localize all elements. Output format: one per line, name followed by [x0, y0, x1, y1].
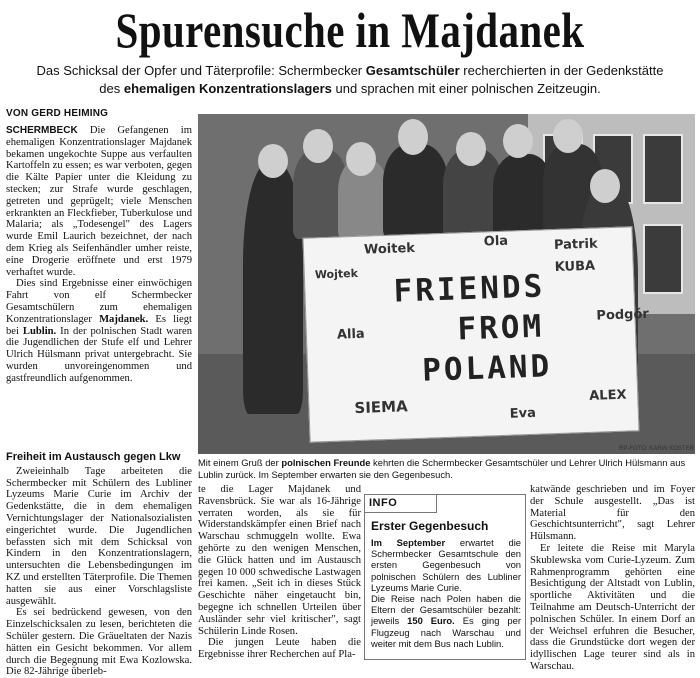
paragraph: Zweieinhalb Tage arbeiteten die Schermbecker mit Schülern des Lubliner Lyzeums Marie Curie im Archiv der Gedenkstätte, die in dem ehemaligen Vernichtungslager der Nationalsozialisten eingerichtet wurde. Die Jugendlichen befassten sich mit dem Schicksal von Kindern in den Konzentrationslagern, untersuchten die Lebensbedingungen im KZ und erstellten Täterprofile. Die Themen hatten sie aus einer Vorschlagsliste ausgewählt. [6, 465, 192, 607]
paragraph: Die jungen Leute haben die Ergebnisse ihrer Recherchen auf Pla- [198, 637, 361, 661]
subhead-bold-2: ehemaligen Konzentrationslagers [123, 81, 332, 96]
photo-face [553, 119, 583, 153]
subhead-text-3: und sprachen mit einer polnischen Zeitzeugin. [331, 81, 601, 96]
banner-signature: ALEX [588, 387, 627, 404]
banner-signature: Wojtek [314, 266, 359, 282]
info-body [371, 537, 521, 649]
photo-window [643, 134, 683, 204]
paragraph [6, 278, 192, 384]
banner-signature: Patrik [553, 236, 598, 254]
paragraph-text: Es liegt bei [6, 313, 192, 337]
info-title: Erster Gegenbesuch [371, 519, 489, 533]
info-tag-label: INFO [369, 497, 398, 509]
photo-face [303, 129, 333, 163]
info-box [364, 494, 526, 660]
banner-signature: Alla [336, 326, 365, 343]
info-text: erwartet die Schermbecker Gesamtschule den ersten Gegenbesuch von polnischen Schülern des Lubliner Lyzeums Marie Curie. [371, 537, 521, 593]
article-column-1-continued [6, 448, 192, 678]
caption-bold: polnischen Freunde [281, 457, 371, 468]
caption-text: kehrten die Schermbecker Gesamtschüler und Lehrer Ulrich Hülsmann aus Lublin zurück. Im September erwarten sie den Gegenbesuch. [198, 457, 686, 480]
bold-term: Lublin. [22, 325, 57, 337]
headline: Spurensuche in Majdanek [115, 2, 585, 58]
author-byline: VON GERD HEIMING [6, 108, 109, 119]
caption-text: Mit einem Gruß der [198, 457, 282, 468]
photo-person [383, 144, 448, 239]
subhead-bold-1: Gesamtschüler [365, 63, 460, 78]
dateline-kicker: SCHERMBECK [6, 125, 78, 136]
article-column-1 [6, 125, 192, 385]
info-bold: 150 Euro. [407, 615, 455, 627]
photo-caption [198, 457, 695, 480]
photo-face [590, 169, 620, 203]
info-text: Die Reise nach Polen haben die Eltern der Gesamtschüler bezahlt: jeweils [371, 593, 521, 627]
paragraph [6, 125, 192, 278]
banner-text-line-1: FRIENDS [393, 268, 546, 310]
info-text: Es ging per Flugzeug nach Warschau und weiter mit dem Bus nach Lublin. [371, 615, 521, 649]
banner-signature: Eva [509, 405, 537, 422]
photo-face [258, 144, 288, 178]
photo-credit: RP-FOTO: KARIN KOSTER [619, 446, 694, 452]
subheadline [30, 62, 670, 98]
subhead-text-2: recherchierten in der Gedenkstätte des [99, 63, 664, 96]
photo-face [503, 124, 533, 158]
group-photo [198, 114, 695, 454]
article-column-4 [530, 484, 695, 673]
paragraph-text: Dies sind Ergebnisse einer einwöchigen Fahrt von elf Schermbecker Gesamtschülern zum ehemaligen Konzentrationslager [6, 278, 192, 325]
friends-banner [303, 226, 650, 442]
photo-face [398, 119, 428, 155]
paragraph: Er leitete die Reise mit Maryla Skublewska vom Curie-Lyzeum. Zum Rahmenprogramm gehörten eine Besichtigung der Altstadt von Lublin, sportliche Aktivitäten und die Teilnahme am Deutsch-Unterricht der polnischen Schüler. In einem Dorf an der Weichsel erfuhren die Besucher, dass die Grundstücke dort wegen der idyllischen Lage teurer sind als in Warschau. [530, 542, 695, 672]
article-column-2 [198, 484, 361, 661]
banner-signature: Woitek [363, 240, 416, 258]
banner-signature: Ola [483, 233, 509, 250]
banner-text-line-3: POLAND [421, 348, 553, 389]
subhead-text-1: Das Schicksal der Opfer und Täterprofile: Schermbecker [36, 63, 366, 78]
banner-text-line-2: FROM [456, 308, 545, 348]
paragraph: katwände geschrieben und im Foyer der Schule ausgestellt. „Das ist Material für den Geschichtsunterricht", sagt Lehrer Hülsmann. [530, 484, 695, 543]
info-bold: Im September [371, 537, 446, 548]
paragraph-text: Die Gefangenen im ehemaligen Konzentrationslager Majdanek bekamen ungekochte Suppe aus verfaulten Kartoffeln zu essen; es war verboten, gegen die Kälte Papier unter die Kleidung zu stecken; zur Strafe wurde geschlagen, getreten und geprügelt; viele Menschen erkrankten an Fleckfieber, Tuberkulose und Malaria; als „Todesengel" des Lagers wurde Emil Laurich bezeichnet, der nach dem Krieg als Seifenhändler umher reiste, eine Drogerie eröffnete und erst 1979 verhaftet wurde. [6, 125, 192, 278]
paragraph: te die Lager Majdanek und Ravensbrück. Sie war als 16-Jährige verraten worden, als sie für Widerstandskämpfer einen Brief nach Warschau schmuggeln wollte. Ewa gehörte zu den wenigen Menschen, die Glück hatten und im Austausch gegen 10 000 schwedische Lastwagen frei kamen. „Seit ich in dieses Stück Geschichte näher eingetaucht bin, begegne ich schnellen Urteilen über Ausländer sehr viel kritischer", sagt Schülerin Linde Rosen. [198, 484, 361, 637]
banner-signature: SIEMA [354, 397, 408, 418]
paragraph-text: In der polnischen Stadt waren die Jugendlichen der Stufe elf und Lehrer Ulrich Hülsmann privat untergebracht. Sie wurden unvoreingenommen und gastfreundlich aufgenommen. [6, 325, 192, 384]
bold-term: Majdanek. [99, 313, 149, 325]
banner-signature: KUBA [554, 258, 596, 276]
info-tag [365, 495, 437, 513]
photo-face [346, 142, 376, 176]
photo-window [643, 224, 683, 294]
banner-signature: Podgór [596, 306, 650, 324]
section-heading: Freiheit im Austausch gegen Lkw [6, 451, 181, 463]
photo-face [456, 132, 486, 166]
paragraph: Es sei bedrückend gewesen, von den Einzelschicksalen zu lesen, berichteten die Schüler gestern. Die Gräueltaten der Nazis hätten ein Gesicht bekommen. Vor allem durch die Begegnung mit Ewa Kozlowska. Die 82-Jährige überleb- [6, 607, 192, 678]
